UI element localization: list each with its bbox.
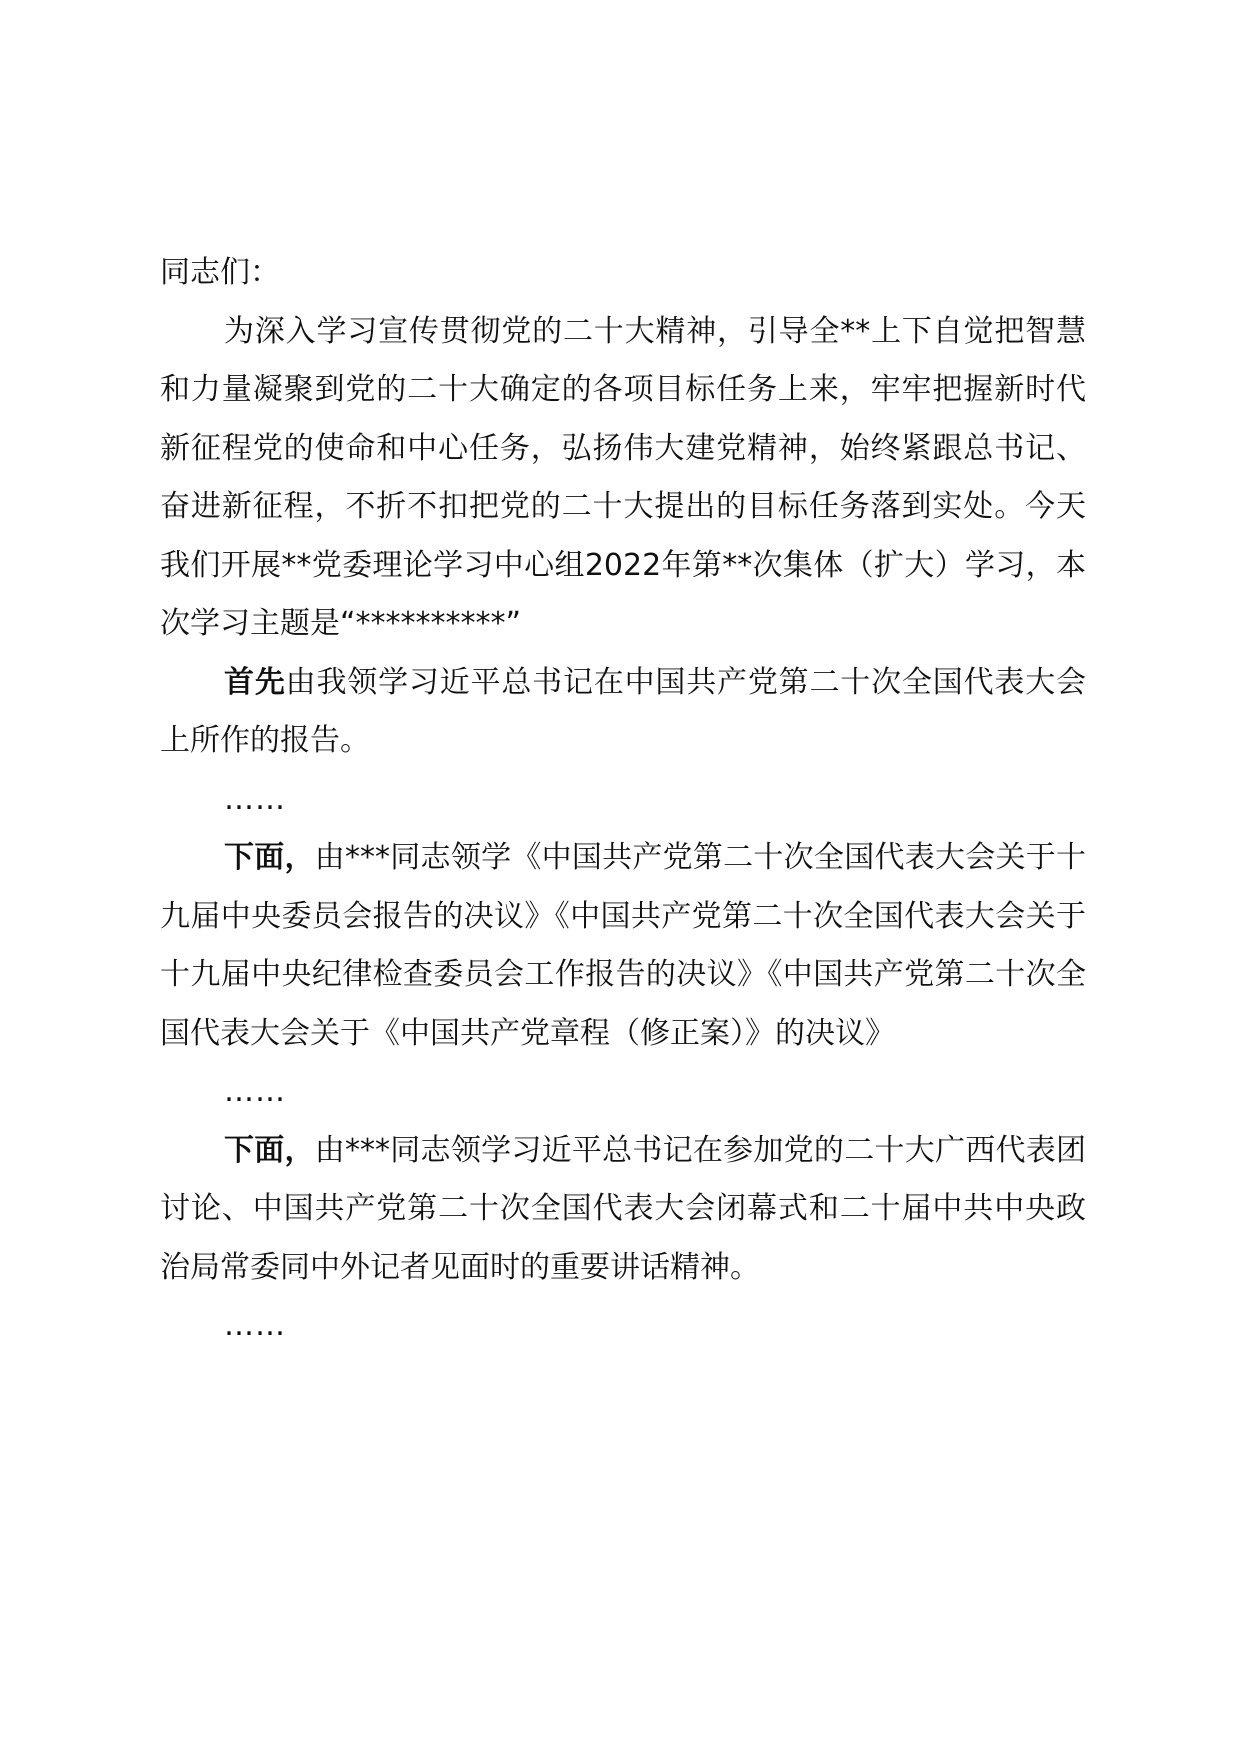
paragraph-text: 由***同志领学习近平总书记在参加党的二十大广西代表团讨论、中国共产党第二十次全国代表大会闭幕式和二十届中共中央政治局常委同中外记者见面时的重要讲话精神。 [160, 1132, 1087, 1285]
paragraph-introduction [160, 303, 1086, 654]
paragraph-speech-study [160, 1122, 1086, 1298]
paragraph-lead: 下面， [224, 1132, 315, 1168]
paragraph-first-study [160, 654, 1086, 771]
paragraph-text: 由***同志领学《中国共产党第二十次全国代表大会关于十九届中央委员会报告的决议》《中国共产党第二十次全国代表大会关于十九届中央纪律检查委员会工作报告的决议》《中国共产党第二十次全国代表大会关于《中国共产党章程（修正案）》的决议》 [160, 840, 1087, 1051]
ellipsis-separator: …… [224, 1308, 286, 1343]
paragraph-lead: 下面， [224, 840, 315, 875]
paragraph-text: 由我领学习近平总书记在中国共产党第二十次全国代表大会上所作的报告。 [160, 664, 1087, 758]
paragraph-text: 为深入学习宣传贯彻党的二十大精神，引导全**上下自觉把智慧和力量凝聚到党的二十大确定的各项目标任务上来，牢牢把握新时代新征程党的使命和中心任务，弘扬伟大建党精神，始终紧跟总书记、奋进新征程，不折不扣把党的二十大提出的目标任务落到实处。今天我们开展**党委理论学习中心组2022年第**次集体（扩大）学习，本次学习主题是“**********” [160, 313, 1086, 641]
salutation: 同志们： [160, 255, 280, 290]
paragraph-lead: 首先 [224, 664, 286, 700]
ellipsis-separator: …… [224, 1074, 286, 1109]
document-body [160, 244, 1086, 1356]
ellipsis-separator: …… [224, 781, 286, 817]
paragraph-resolutions-study [160, 829, 1086, 1063]
